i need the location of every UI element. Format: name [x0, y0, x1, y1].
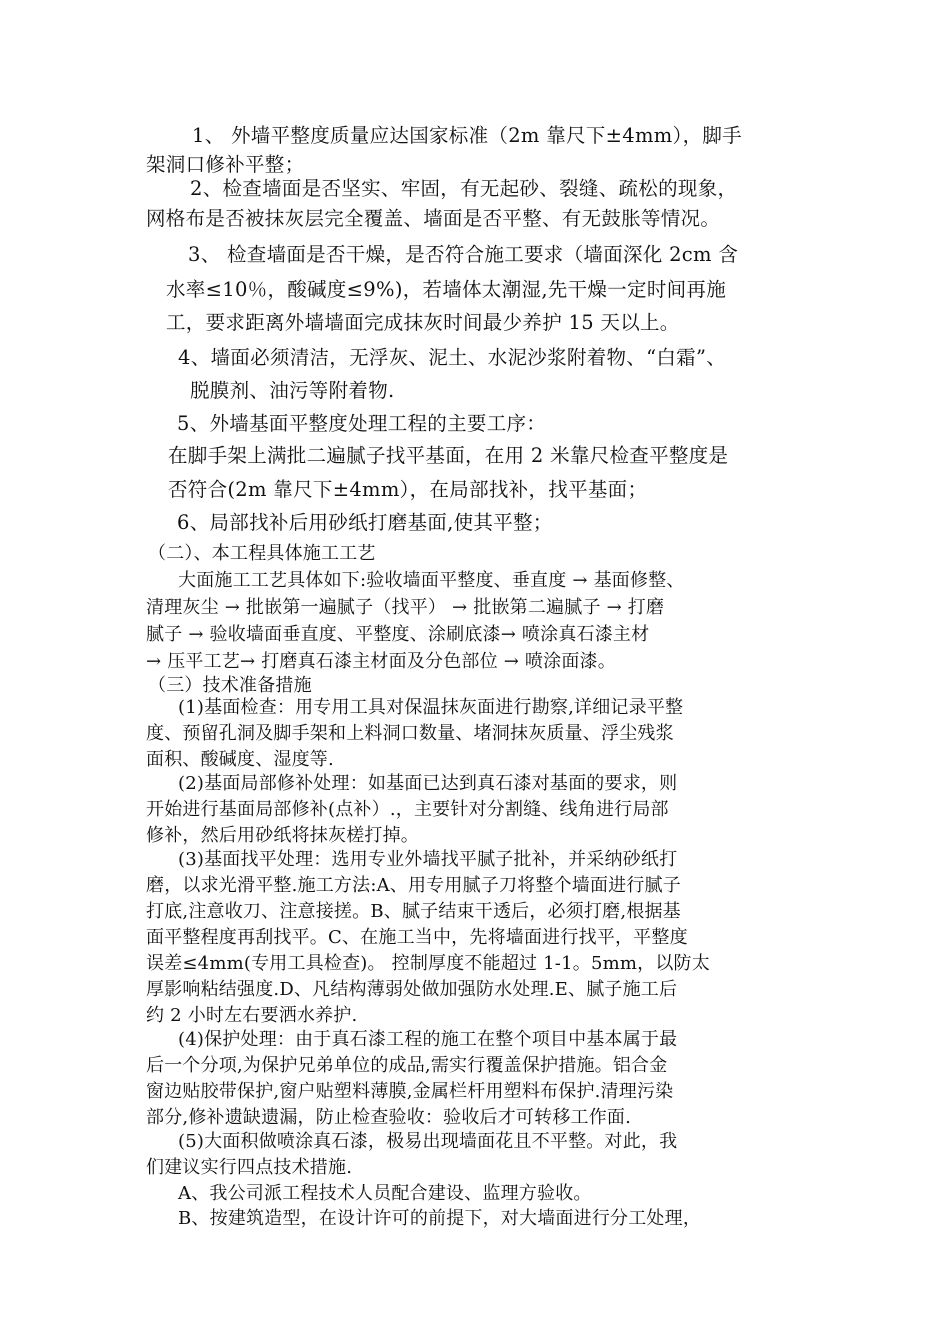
- paragraph-line: 部分,修补遗缺遗漏，防止检查验收：验收后才可转移工作面.: [146, 1107, 632, 1128]
- paragraph-line: 脱膜剂、油污等附着物.: [190, 379, 395, 402]
- paragraph-line: A、我公司派工程技术人员配合建设、监理方验收。: [178, 1183, 592, 1204]
- paragraph-line: 5、外墙基面平整度处理工程的主要工序：: [177, 412, 547, 435]
- paragraph-line: (3)基面找平处理：选用专业外墙找平腻子批补，并采纳砂纸打: [178, 849, 678, 870]
- paragraph-line: 面积、酸碱度、湿度等.: [146, 749, 334, 770]
- paragraph-line: 否符合(2m 靠尺下±4mm），在局部找补，找平基面；: [168, 478, 648, 501]
- paragraph-line: 后一个分项,为保护兄弟单位的成品,需实行覆盖保护措施。铝合金: [146, 1055, 668, 1076]
- paragraph-line: (1)基面检查：用专用工具对保温抹灰面进行勘察,详细记录平整: [178, 697, 684, 718]
- paragraph-line: 约 2 小时左右要洒水养护.: [146, 1005, 358, 1026]
- paragraph-line: 厚影响粘结强度.D、凡结构薄弱处做加强防水处理.E、腻子施工后: [146, 979, 678, 1000]
- paragraph-line: 打底,注意收刀、注意接搓。B、腻子结束干透后，必须打磨,根据基: [146, 901, 681, 922]
- paragraph-line: (2)基面局部修补处理：如基面已达到真石漆对基面的要求，则: [178, 773, 678, 794]
- paragraph-line: 网格布是否被抹灰层完全覆盖、墙面是否平整、有无鼓胀等情况。: [146, 207, 721, 230]
- paragraph-line: (4)保护处理：由于真石漆工程的施工在整个项目中基本属于最: [178, 1029, 678, 1050]
- paragraph-line: B、按建筑造型，在设计许可的前提下，对大墙面进行分工处理，: [178, 1208, 702, 1229]
- section-heading: （三）技术准备措施: [148, 675, 312, 696]
- paragraph-line: 窗边贴胶带保护,窗户贴塑料薄膜,金属栏杆用塑料布保护.清理污染: [146, 1081, 674, 1102]
- paragraph-line: 度、预留孔洞及脚手架和上料洞口数量、堵洞抹灰质量、浮尘残浆: [146, 723, 674, 744]
- paragraph-line: 2、检查墙面是否坚实、牢固，有无起砂、裂缝、疏松的现象，: [190, 177, 738, 200]
- paragraph-line: 1、 外墙平整度质量应达国家标准（2m 靠尺下±4mm），脚手: [192, 124, 742, 147]
- paragraph-line: 腻子 → 验收墙面垂直度、平整度、涂刷底漆→ 喷涂真石漆主材: [146, 624, 650, 645]
- paragraph-line: 3、 检查墙面是否干燥，是否符合施工要求（墙面深化 2cm 含: [188, 243, 739, 266]
- paragraph-line: 架洞口修补平整；: [146, 153, 305, 176]
- paragraph-line: → 压平工艺→ 打磨真石漆主材面及分色部位 → 喷涂面漆。: [146, 651, 616, 672]
- paragraph-line: 4、墙面必须清洁，无浮灰、泥土、水泥沙浆附着物、“白霜”、: [178, 346, 727, 369]
- paragraph-line: 面平整程度再刮找平。C、在施工当中，先将墙面进行找平，平整度: [146, 927, 688, 948]
- paragraph-line: (5)大面积做喷涂真石漆，极易出现墙面花且不平整。对此，我: [178, 1131, 678, 1152]
- paragraph-line: 误差≤4mm(专用工具检查)。 控制厚度不能超过 1-1。5mm，以防太: [146, 953, 710, 974]
- paragraph-line: 开始进行基面局部修补(点补）.，主要针对分割缝、线角进行局部: [146, 799, 669, 820]
- paragraph-line: 在脚手架上满批二遍腻子找平基面，在用 2 米靠尺检查平整度是: [168, 444, 729, 467]
- paragraph-line: 水率≤10％，酸碱度≤9%)，若墙体太潮湿,先干燥一定时间再施: [166, 278, 727, 301]
- paragraph-line: 工，要求距离外墙墙面完成抹灰时间最少养护 15 天以上。: [166, 311, 680, 334]
- paragraph-line: 6、局部找补后用砂纸打磨基面,使其平整；: [177, 511, 553, 534]
- paragraph-line: 修补，然后用砂纸将抹灰槎打掉。: [146, 825, 419, 846]
- paragraph-line: 清理灰尘 → 批嵌第一遍腻子（找平） → 批嵌第二遍腻子 → 打磨: [146, 597, 665, 618]
- section-heading: （二）、本工程具体施工工艺: [148, 543, 376, 564]
- paragraph-line: 磨，以求光滑平整.施工方法:A、用专用腻子刀将整个墙面进行腻子: [146, 875, 681, 896]
- paragraph-line: 大面施工工艺具体如下:验收墙面平整度、垂直度 → 基面修整、: [178, 570, 685, 591]
- paragraph-line: 们建议实行四点技术措施.: [146, 1157, 353, 1178]
